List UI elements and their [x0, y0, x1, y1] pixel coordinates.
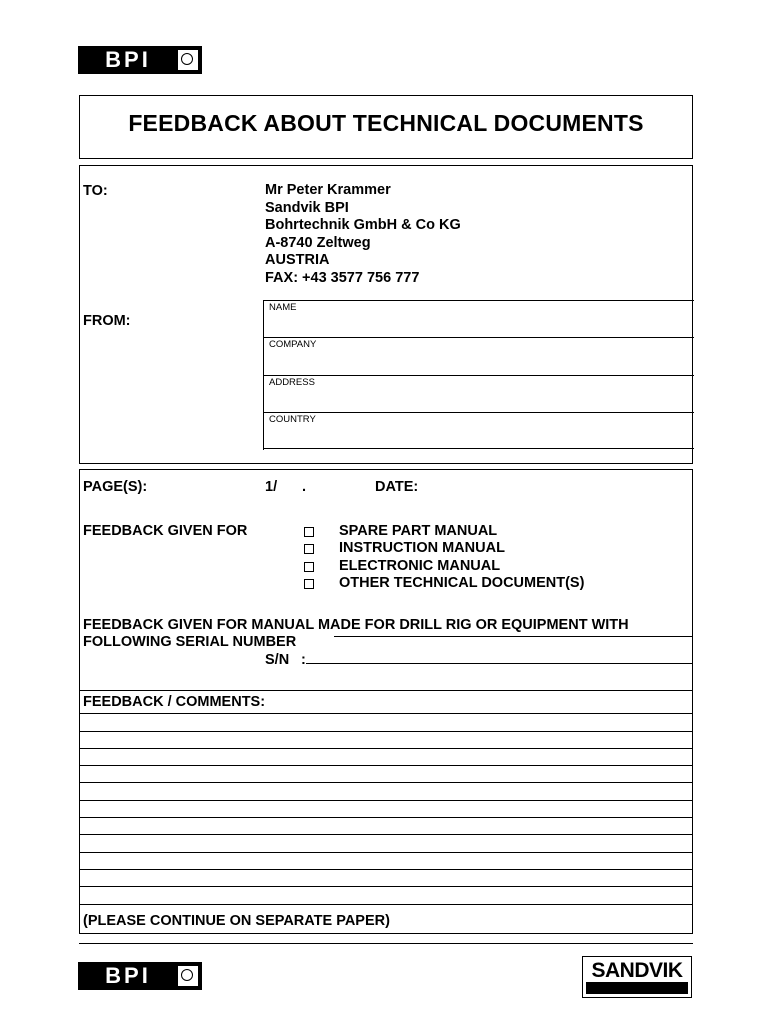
bpi-logo-text: BPI [105, 963, 151, 988]
comment-line[interactable] [80, 904, 692, 905]
sn-colon: : [301, 652, 306, 668]
comment-line[interactable] [80, 713, 692, 714]
recipient-company: Sandvik BPI [265, 199, 349, 216]
page-title: FEEDBACK ABOUT TECHNICAL DOCUMENTS [128, 110, 644, 136]
other-document-checkbox[interactable] [304, 579, 314, 589]
bpi-logo-text: BPI [105, 47, 151, 72]
circle-icon [181, 969, 193, 981]
address-field-label: ADDRESS [269, 377, 315, 388]
bpi-logo-top [78, 46, 202, 74]
name-field[interactable] [264, 300, 694, 337]
title-box [79, 95, 693, 159]
comment-line[interactable] [80, 748, 692, 749]
footer-rule [79, 943, 693, 944]
bpi-logo-bottom [78, 962, 202, 990]
date-label: DATE: [375, 479, 419, 495]
sandvik-logo-bar [586, 982, 688, 994]
comment-line[interactable] [80, 765, 692, 766]
comment-line[interactable] [80, 869, 692, 870]
country-field-label: COUNTRY [269, 414, 316, 425]
bpi-logo-mark [178, 50, 198, 70]
other-document-option: OTHER TECHNICAL DOCUMENT(S) [339, 575, 585, 591]
comment-line[interactable] [80, 852, 692, 853]
circle-icon [181, 53, 193, 65]
comment-line[interactable] [80, 817, 692, 818]
spare-part-checkbox[interactable] [304, 527, 314, 537]
address-field[interactable] [264, 375, 694, 412]
comment-line[interactable] [80, 834, 692, 835]
comment-line[interactable] [80, 800, 692, 801]
feedback-for-label: FEEDBACK GIVEN FOR [83, 523, 248, 539]
comment-line[interactable] [80, 886, 692, 887]
company-field[interactable] [264, 337, 694, 374]
to-label: TO: [83, 183, 108, 199]
divider [80, 690, 692, 691]
electronic-manual-checkbox[interactable] [304, 562, 314, 572]
from-label: FROM: [83, 313, 131, 329]
electronic-manual-option: ELECTRONIC MANUAL [339, 558, 501, 574]
serial-intro-line1: FEEDBACK GIVEN FOR MANUAL MADE FOR DRILL RIG OR EQUIPMENT WITH [83, 617, 629, 633]
name-field-label: NAME [269, 302, 297, 313]
bpi-logo-mark [178, 966, 198, 986]
country-field[interactable] [264, 412, 694, 449]
pages-value[interactable]: 1/ [265, 479, 278, 495]
continue-note: (PLEASE CONTINUE ON SEPARATE PAPER) [83, 913, 390, 929]
sn-label: S/N [265, 652, 290, 668]
sender-fields [263, 300, 694, 450]
recipient-company-full: Bohrtechnik GmbH & Co KG [265, 217, 461, 234]
recipient-country: AUSTRIA [265, 252, 330, 269]
recipient-city: A-8740 Zeltweg [265, 234, 371, 251]
comments-label: FEEDBACK / COMMENTS: [83, 694, 266, 710]
serial-number-field[interactable] [306, 663, 692, 664]
instruction-manual-option: INSTRUCTION MANUAL [339, 540, 505, 556]
recipient-address [265, 182, 461, 288]
serial-line-1[interactable] [334, 636, 692, 637]
pages-label: PAGE(S): [83, 479, 148, 495]
sandvik-logo [582, 956, 692, 998]
instruction-manual-checkbox[interactable] [304, 544, 314, 554]
comment-line[interactable] [80, 782, 692, 783]
recipient-fax: FAX: +43 3577 756 777 [265, 269, 420, 286]
sandvik-logo-text: SANDVIK [591, 959, 683, 982]
serial-intro-line2: FOLLOWING SERIAL NUMBER [83, 634, 297, 650]
recipient-name: Mr Peter Krammer [265, 182, 391, 198]
comment-line[interactable] [80, 731, 692, 732]
company-field-label: COMPANY [269, 339, 317, 350]
pages-dot: . [302, 479, 307, 495]
spare-part-option: SPARE PART MANUAL [339, 523, 498, 539]
